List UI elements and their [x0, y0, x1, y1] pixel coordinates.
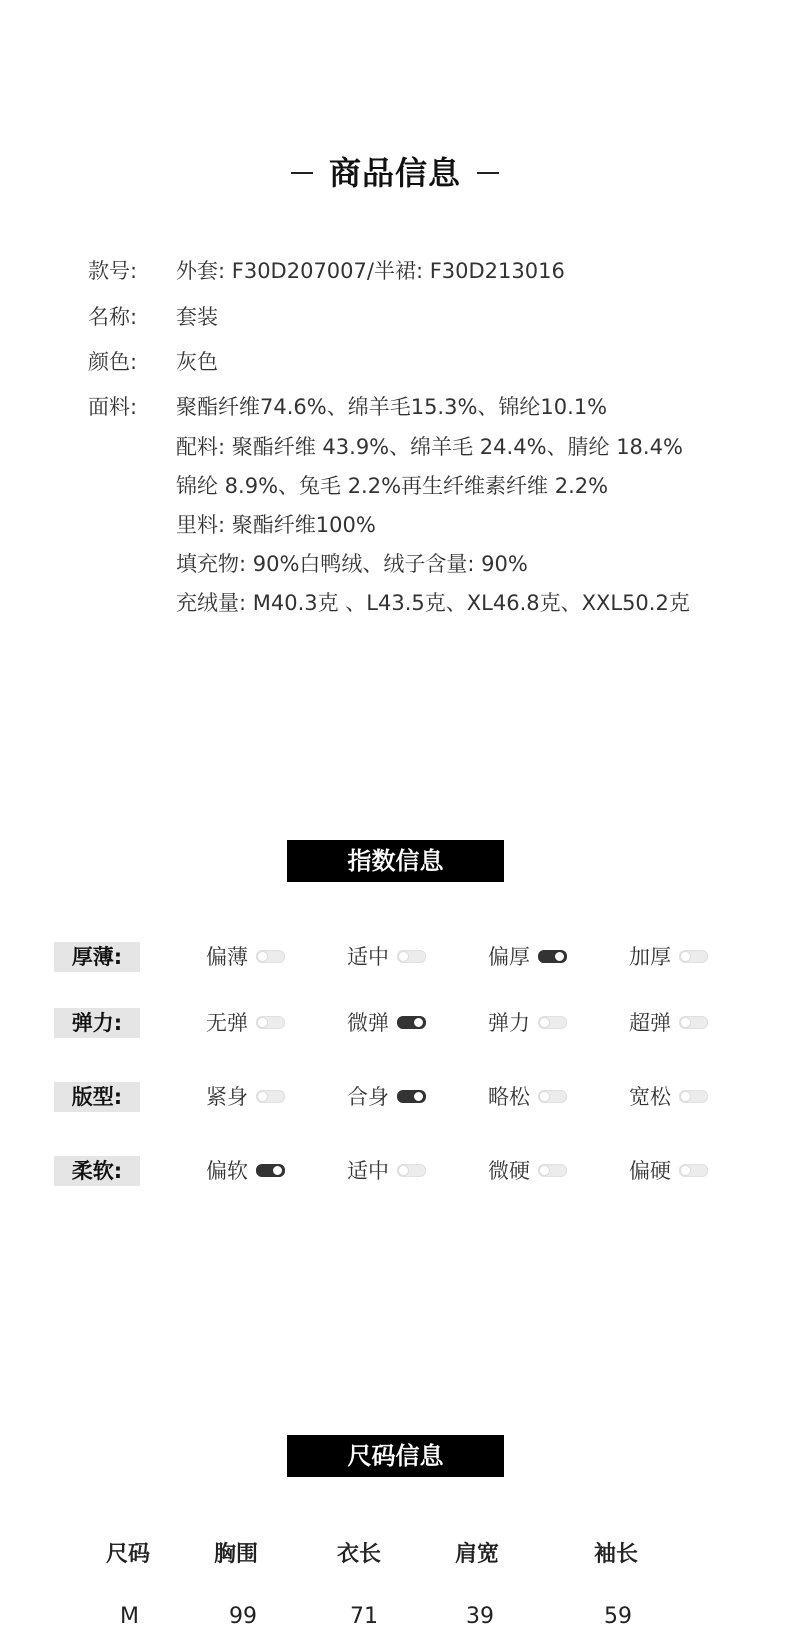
- toggle-knob: [257, 1091, 268, 1102]
- option-label: 微硬: [488, 1159, 530, 1183]
- info-value: 灰色: [176, 350, 218, 374]
- info-row-fabric: [88, 391, 690, 431]
- toggle-knob: [398, 951, 409, 962]
- option-label: 偏厚: [488, 945, 530, 969]
- index-option: [629, 1082, 708, 1112]
- size-header: 尺码: [106, 1542, 151, 1567]
- info-label: 颜色:: [88, 350, 138, 374]
- index-option: [347, 1082, 426, 1112]
- index-option: [347, 1156, 426, 1186]
- title-dash-right: [477, 172, 499, 174]
- option-label: 宽松: [629, 1085, 671, 1109]
- toggle-switch[interactable]: [397, 1164, 426, 1177]
- product-info-list: [88, 255, 690, 626]
- option-label: 适中: [347, 1159, 389, 1183]
- size-header: 衣长: [337, 1542, 382, 1567]
- product-info-title: [0, 148, 790, 194]
- toggle-knob: [398, 1165, 409, 1176]
- option-label: 微弹: [347, 1011, 389, 1035]
- option-label: 弹力: [488, 1011, 530, 1035]
- fabric-detail-line: 充绒量: M40.3克 、L43.5克、XL46.8克、XXL50.2克: [176, 591, 690, 615]
- index-option: [488, 1008, 567, 1038]
- toggle-knob: [680, 1091, 691, 1102]
- size-cell: M: [120, 1604, 139, 1629]
- option-label: 超弹: [629, 1011, 671, 1035]
- size-cell: 39: [466, 1604, 494, 1629]
- toggle-knob: [554, 951, 565, 962]
- index-row-fit: [54, 1082, 754, 1112]
- toggle-knob: [539, 1017, 550, 1028]
- option-label: 紧身: [206, 1085, 248, 1109]
- toggle-switch[interactable]: [679, 950, 708, 963]
- fabric-detail-line: 锦纶 8.9%、兔毛 2.2%再生纤维素纤维 2.2%: [176, 474, 609, 498]
- index-option: [206, 942, 285, 972]
- index-label: 版型:: [54, 1082, 140, 1112]
- info-label: 面料:: [88, 395, 138, 419]
- toggle-knob: [680, 1017, 691, 1028]
- size-header: 胸围: [214, 1542, 259, 1567]
- toggle-switch[interactable]: [538, 1016, 567, 1029]
- info-value: 套装: [176, 305, 218, 329]
- index-row-thickness: [54, 942, 754, 972]
- toggle-switch[interactable]: [256, 1090, 285, 1103]
- index-option: [629, 1008, 708, 1038]
- index-option: [347, 942, 426, 972]
- toggle-switch[interactable]: [256, 1016, 285, 1029]
- option-label: 偏软: [206, 1159, 248, 1183]
- index-option: [206, 1156, 285, 1186]
- toggle-switch[interactable]: [679, 1164, 708, 1177]
- index-option: [488, 1156, 567, 1186]
- info-value: 外套: F30D207007/半裙: F30D213016: [176, 259, 565, 283]
- option-label: 无弹: [206, 1011, 248, 1035]
- toggle-knob: [413, 1091, 424, 1102]
- index-option: [629, 942, 708, 972]
- toggle-switch[interactable]: [397, 950, 426, 963]
- toggle-knob: [272, 1165, 283, 1176]
- toggle-switch[interactable]: [679, 1090, 708, 1103]
- index-row-softness: [54, 1156, 754, 1186]
- toggle-knob: [413, 1017, 424, 1028]
- fabric-detail-line: 里料: 聚酯纤维100%: [176, 513, 376, 537]
- index-option: [206, 1082, 285, 1112]
- size-cell: 99: [229, 1604, 257, 1629]
- toggle-knob: [257, 1017, 268, 1028]
- toggle-switch[interactable]: [538, 950, 567, 963]
- index-label: 柔软:: [54, 1156, 140, 1186]
- product-info-title-text: 商品信息: [328, 154, 461, 192]
- option-label: 适中: [347, 945, 389, 969]
- index-label: 弹力:: [54, 1008, 140, 1038]
- info-row-name: [88, 301, 690, 346]
- option-label: 偏硬: [629, 1159, 671, 1183]
- toggle-knob: [680, 951, 691, 962]
- index-label: 厚薄:: [54, 942, 140, 972]
- size-cell: 59: [604, 1604, 632, 1629]
- option-label: 加厚: [629, 945, 671, 969]
- toggle-switch[interactable]: [397, 1016, 426, 1029]
- info-label: 款号:: [88, 259, 138, 283]
- toggle-switch[interactable]: [538, 1164, 567, 1177]
- toggle-knob: [680, 1165, 691, 1176]
- info-value: 聚酯纤维74.6%、绵羊毛15.3%、锦纶10.1%: [176, 395, 608, 419]
- option-label: 略松: [488, 1085, 530, 1109]
- toggle-switch[interactable]: [397, 1090, 426, 1103]
- fabric-detail-line: 填充物: 90%白鸭绒、绒子含量: 90%: [176, 552, 528, 576]
- toggle-switch[interactable]: [679, 1016, 708, 1029]
- index-option: [629, 1156, 708, 1186]
- size-header: 肩宽: [455, 1542, 500, 1567]
- toggle-knob: [539, 1165, 550, 1176]
- size-cell: 71: [350, 1604, 378, 1629]
- index-info-banner: 指数信息: [287, 840, 504, 882]
- toggle-switch[interactable]: [256, 950, 285, 963]
- index-option: [206, 1008, 285, 1038]
- toggle-knob: [257, 951, 268, 962]
- toggle-switch[interactable]: [538, 1090, 567, 1103]
- info-row-color: [88, 346, 690, 391]
- info-label: 名称:: [88, 305, 138, 329]
- index-option: [488, 1082, 567, 1112]
- title-dash-left: [291, 172, 313, 174]
- size-header: 袖长: [594, 1542, 639, 1567]
- index-row-elasticity: [54, 1008, 754, 1038]
- index-option: [347, 1008, 426, 1038]
- option-label: 偏薄: [206, 945, 248, 969]
- size-info-banner: 尺码信息: [287, 1435, 504, 1477]
- index-option: [488, 942, 567, 972]
- toggle-switch[interactable]: [256, 1164, 285, 1177]
- fabric-detail-line: 配料: 聚酯纤维 43.9%、绵羊毛 24.4%、腈纶 18.4%: [176, 435, 683, 459]
- info-row-style-no: [88, 255, 690, 301]
- toggle-knob: [539, 1091, 550, 1102]
- option-label: 合身: [347, 1085, 389, 1109]
